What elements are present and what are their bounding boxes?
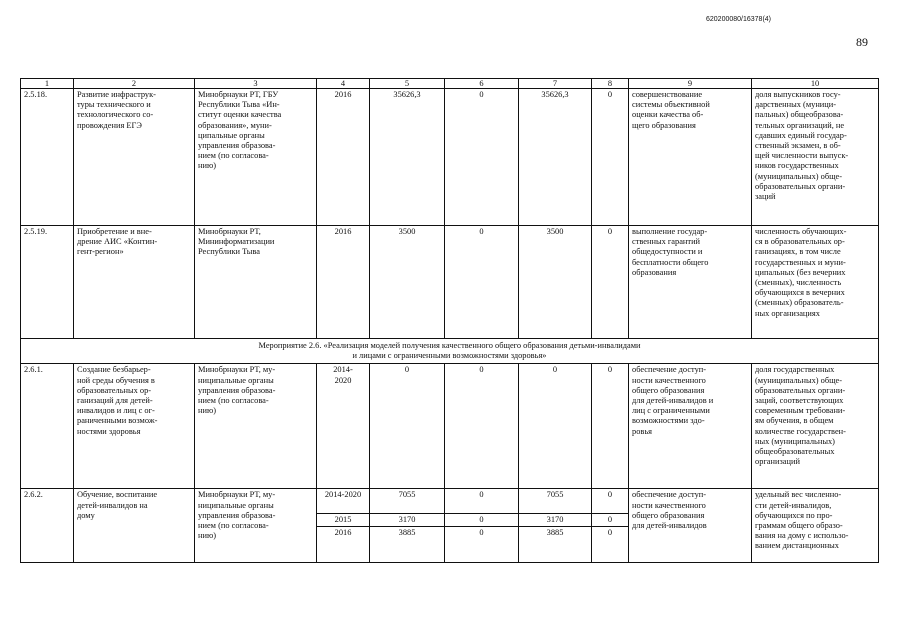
expected-result: выполнение государ- ственных гарантий общедоступности и бесплатности общего образования xyxy=(629,226,752,339)
period-value: 2015 xyxy=(317,514,369,527)
funding-other: 0 xyxy=(592,89,629,226)
program-table xyxy=(20,78,879,563)
column-number: 5 xyxy=(370,79,445,89)
funding-federal: 0 xyxy=(445,89,519,226)
period-value: 2014-2020 xyxy=(317,489,369,514)
funding-republic xyxy=(519,489,592,563)
period-value: 2016 xyxy=(334,528,352,538)
column-number: 4 xyxy=(317,79,370,89)
column-number: 3 xyxy=(195,79,317,89)
event-heading-row xyxy=(21,339,879,364)
column-number: 2 xyxy=(74,79,195,89)
table-row xyxy=(21,364,879,489)
federal-value: 0 xyxy=(445,514,518,527)
other-value: 0 xyxy=(607,528,613,538)
funding-federal: 0 xyxy=(445,364,519,489)
document-id: 620200080/16378(4) xyxy=(706,16,772,23)
expected-result: обеспечение доступ- ности качественного общего образования для детей-инвалидов и лиц с ограниченными возможностями здо- ровья xyxy=(629,364,752,489)
period: 2016 xyxy=(317,226,370,339)
period: 2014- 2020 xyxy=(317,364,370,489)
funding-federal: 0 xyxy=(445,226,519,339)
federal-value: 0 xyxy=(479,528,484,538)
event-heading: Мероприятие 2.6. «Реализация моделей получения качественного общего образования детьми-инвалидами и лицами с ограниченными возможностями здоровья» xyxy=(21,339,879,364)
other-value: 0 xyxy=(592,514,628,527)
funding-total: 0 xyxy=(370,364,445,489)
measure-name: Развитие инфраструк- туры технического и технологического со- провождения ЕГЭ xyxy=(74,89,195,226)
funding-total: 3500 xyxy=(370,226,445,339)
executor: Минобрнауки РТ, му- ниципальные органы управления образова- нием (по согласова- нию) xyxy=(195,489,317,563)
item-number: 2.6.1. xyxy=(21,364,74,489)
table-row xyxy=(21,89,879,226)
column-number: 10 xyxy=(752,79,879,89)
column-number: 7 xyxy=(519,79,592,89)
indicator: доля выпускников госу- дарственных (муници- пальных) общеобразова- тельных организаций, не сдавших единый государ- ственный экзамен, в об- щей численности выпуск- ников государственных (муниципальных) обще- образовательных органи- заций xyxy=(752,89,879,226)
funding-republic: 35626,3 xyxy=(519,89,592,226)
period xyxy=(317,489,370,563)
measure-name: Приобретение и вне- дрение АИС «Контин- гент-регион» xyxy=(74,226,195,339)
funding-other xyxy=(592,489,629,563)
column-number: 8 xyxy=(592,79,629,89)
column-number: 6 xyxy=(445,79,519,89)
column-number-row xyxy=(21,79,879,89)
funding-republic: 3500 xyxy=(519,226,592,339)
measure-name: Создание безбарьер- ной среды обучения в образовательных ор- ганизаций для детей- инвалидов и лиц с ог- раниченными возмож- ностями здоровья xyxy=(74,364,195,489)
funding-total xyxy=(370,489,445,563)
total-value: 3170 xyxy=(370,514,444,527)
executor: Минобрнауки РТ, ГБУ Республики Тыва «Ин- ститут оценки качества образования», муни- ципальные органы управления образова- нием (по согласова- нию) xyxy=(195,89,317,226)
measure-name: Обучение, воспитание детей-инвалидов на дому xyxy=(74,489,195,563)
funding-total: 35626,3 xyxy=(370,89,445,226)
total-value: 3885 xyxy=(398,528,416,538)
column-number: 1 xyxy=(21,79,74,89)
indicator: удельный вес численно- сти детей-инвалидов, обучающихся по про- граммам общего образо- вания на дому с использо- ванием дистанционных xyxy=(752,489,879,563)
item-number: 2.6.2. xyxy=(21,489,74,563)
executor: Минобрнауки РТ, Мининформатизации Республики Тыва xyxy=(195,226,317,339)
indicator: доля государственных (муниципальных) обще- образовательных органи- заций, соответствующих современным требовани- ям обучения, в общем количестве государствен- ных (муниципальных) общеобразовательных организаций xyxy=(752,364,879,489)
other-value: 0 xyxy=(592,489,628,514)
table-row xyxy=(21,226,879,339)
total-value: 7055 xyxy=(370,489,444,514)
funding-federal xyxy=(445,489,519,563)
expected-result: обеспечение доступ- ности качественного общего образования для детей-инвалидов xyxy=(629,489,752,563)
funding-other: 0 xyxy=(592,364,629,489)
republic-value: 3170 xyxy=(519,514,591,527)
item-number: 2.5.19. xyxy=(21,226,74,339)
funding-other: 0 xyxy=(592,226,629,339)
funding-republic: 0 xyxy=(519,364,592,489)
table-row xyxy=(21,489,879,563)
period: 2016 xyxy=(317,89,370,226)
executor: Минобрнауки РТ, му- ниципальные органы управления образова- нием (по согласова- нию) xyxy=(195,364,317,489)
expected-result: совершенствование системы объективной оценки качества об- щего образования xyxy=(629,89,752,226)
republic-value: 7055 xyxy=(519,489,591,514)
page-number: 89 xyxy=(856,35,868,49)
item-number: 2.5.18. xyxy=(21,89,74,226)
column-number: 9 xyxy=(629,79,752,89)
federal-value: 0 xyxy=(445,489,518,514)
republic-value: 3885 xyxy=(546,528,564,538)
indicator: численность обучающих- ся в образовательных ор- ганизациях, в том числе государственных и муни- ципальных (без вечерних (сменных), численность обучающихся в вечерних (сменных) образователь- ных организациях xyxy=(752,226,879,339)
